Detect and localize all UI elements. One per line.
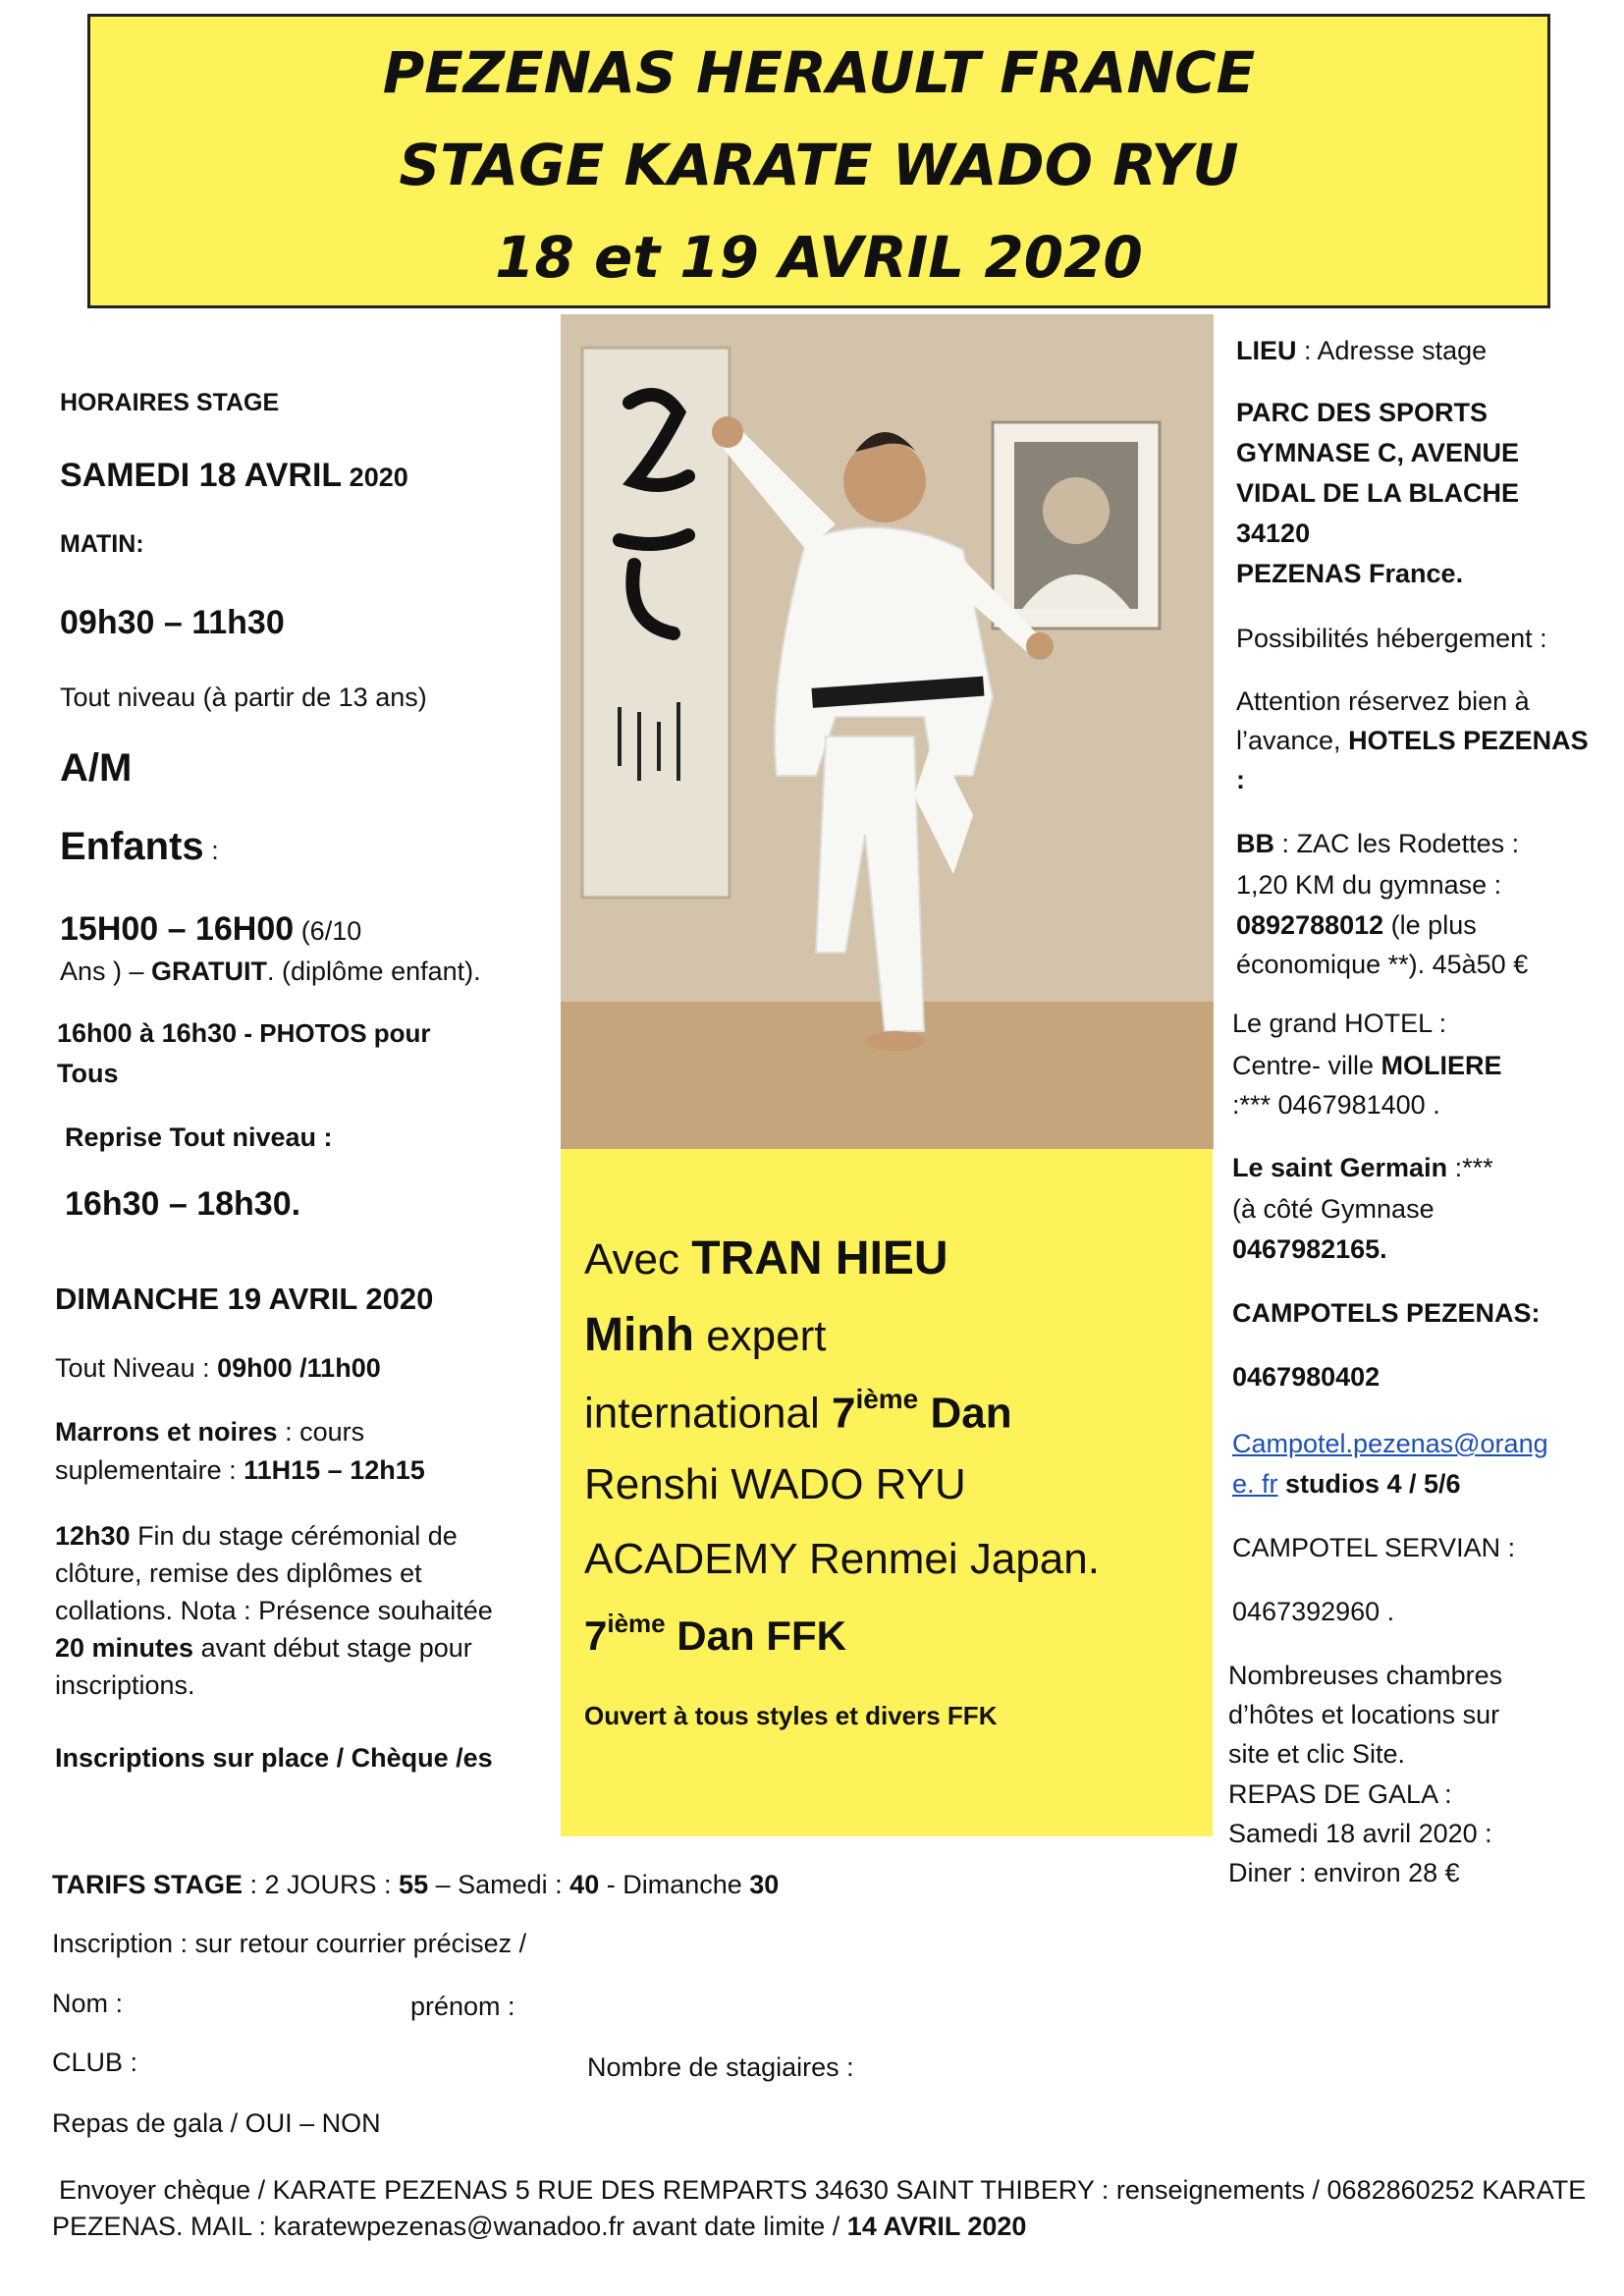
address-line-1: PARC DES SPORTS <box>1236 398 1489 427</box>
bb-line-4: économique **). 45à50 € <box>1236 950 1529 979</box>
title-line-3: 18 et 19 AVRIL 2020 <box>495 224 1143 291</box>
servian-heading: CAMPOTEL SERVIAN : <box>1232 1533 1516 1562</box>
instructor-name-a: TRAN HIEU <box>691 1232 948 1285</box>
avec-text: Avec <box>584 1235 692 1284</box>
dan-text: Dan <box>918 1389 1012 1438</box>
address-line-3: VIDAL DE LA BLACHE <box>1236 478 1520 508</box>
address-line-5: PEZENAS France. <box>1236 559 1464 588</box>
am-label: A/M <box>60 746 133 790</box>
enfants-ages: (6/10 <box>294 916 362 946</box>
tarifs-samedi: – Samedi : <box>428 1870 570 1899</box>
inscriptions-text: Inscriptions sur place / Chèque /es <box>55 1743 493 1773</box>
bb-line-3 <box>1236 908 1477 942</box>
grand-hotel-line-3: :*** 0467981400 . <box>1232 1090 1440 1120</box>
attention-line-3: : <box>1236 765 1245 794</box>
envoyer-mail: PEZENAS. MAIL : karatewpezenas@wanadoo.fr avant date limite / <box>52 2212 847 2241</box>
lieu-line <box>1236 334 1487 367</box>
bb-plus: (le plus <box>1383 910 1477 940</box>
tarifs-dimanche: - Dimanche <box>599 1870 750 1899</box>
renshi-line: Renshi WADO RYU <box>584 1460 966 1508</box>
address-line-4: 34120 <box>1236 519 1311 548</box>
club-field: CLUB : <box>52 2048 138 2077</box>
ffk-line <box>584 1607 846 1658</box>
marrons-line-1 <box>55 1415 364 1449</box>
marrons-label: Marrons et noires <box>55 1417 278 1447</box>
international-text: international <box>584 1389 832 1438</box>
dan-sup: ième <box>855 1384 919 1414</box>
enfants-heading <box>60 823 219 870</box>
lieu-adresse: : Adresse stage <box>1296 336 1488 365</box>
enfants-time: 15H00 – 16H00 <box>60 910 295 948</box>
campotels-heading: CAMPOTELS PEZENAS: <box>1232 1298 1541 1328</box>
lieu-label: LIEU <box>1236 336 1297 365</box>
tarifs-30: 30 <box>749 1870 780 1899</box>
fin-time: 12h30 <box>55 1521 131 1551</box>
attention-line-1: Attention réservez bien à <box>1236 686 1530 716</box>
photos-label: - PHOTOS pour <box>237 1018 431 1048</box>
attention-line-2 <box>1236 724 1589 757</box>
enfants-detail-line <box>60 955 481 988</box>
prenom-field: prénom : <box>410 1992 515 2021</box>
matin-label: MATIN: <box>60 530 144 558</box>
date-limite: 14 AVRIL 2020 <box>846 2212 1027 2241</box>
germain-stars: :*** <box>1447 1153 1493 1182</box>
envoyer-line-2 <box>52 2210 1026 2243</box>
studios-text: studios 4 / 5/6 <box>1277 1469 1461 1499</box>
dimanche-niveau-time: 09h00 /11h00 <box>217 1353 381 1383</box>
campotels-phone: 0467980402 <box>1232 1362 1380 1392</box>
tout-niveau-text: Tout niveau (à partir de 13 ans) <box>60 683 427 712</box>
moliere: MOLIERE <box>1380 1051 1502 1080</box>
chambres-line-3: site et clic Site. <box>1228 1739 1406 1769</box>
ffk-sup: ième <box>607 1609 666 1638</box>
dimanche-niveau-label: Tout Niveau : <box>55 1353 218 1383</box>
repas-gala-heading: REPAS DE GALA : <box>1228 1779 1452 1809</box>
centre-ville: Centre- ville <box>1232 1051 1381 1080</box>
horaires-heading: HORAIRES STAGE <box>60 389 280 416</box>
hebergement-heading: Possibilités hébergement : <box>1236 624 1547 653</box>
germain-phone: 0467982165. <box>1232 1234 1387 1264</box>
photos-tous: Tous <box>57 1059 119 1088</box>
ouvert-text: Ouvert à tous styles et divers FFK <box>584 1701 998 1730</box>
enfants-ans: Ans ) – <box>60 957 152 986</box>
campotel-email-1[interactable]: Campotel.pezenas@orang <box>1232 1429 1548 1458</box>
fin-line-4 <box>55 1631 472 1665</box>
fin-line-2: clôture, remise des diplômes et <box>55 1558 422 1588</box>
enfants-colon: : <box>203 836 219 865</box>
attention-avance: l’avance, <box>1236 726 1349 755</box>
grand-hotel-line-2 <box>1232 1049 1502 1082</box>
dan-number: 7 <box>831 1389 856 1438</box>
academy-line: ACADEMY Renmei Japan. <box>584 1535 1100 1583</box>
chambres-line-2: d’hôtes et locations sur <box>1228 1700 1500 1729</box>
germain-line-2: (à côté Gymnase <box>1232 1194 1435 1224</box>
gratuit-text: GRATUIT <box>151 957 268 986</box>
instructor-line-1 <box>584 1230 948 1288</box>
nom-field: Nom : <box>52 1989 124 2018</box>
germain-label: Le saint Germain <box>1232 1153 1448 1182</box>
address-line-2: GYMNASE C, AVENUE <box>1236 438 1520 467</box>
tarifs-40: 40 <box>569 1870 600 1899</box>
fin-line-5: inscriptions. <box>55 1670 195 1700</box>
campotel-email-line-2 <box>1232 1467 1461 1501</box>
ffk-text: Dan FFK <box>665 1613 846 1660</box>
bb-line-1 <box>1236 827 1519 860</box>
reprise-time: 16h30 – 18h30. <box>65 1185 301 1223</box>
title-line-1: PEZENAS HERAULT FRANCE <box>382 39 1256 106</box>
servian-phone: 0467392960 . <box>1232 1597 1395 1626</box>
fin-text: Fin du stage cérémonial de <box>130 1521 458 1551</box>
instructor-line-3 <box>584 1383 1012 1442</box>
title-line-2: STAGE KARATE WADO RYU <box>399 132 1239 198</box>
expert-text: expert <box>693 1312 827 1360</box>
repas-gala-choice: Repas de gala / OUI – NON <box>52 2108 381 2138</box>
fin-avant: avant début stage pour <box>193 1633 472 1663</box>
marrons-time: 11H15 – 12h15 <box>244 1455 425 1485</box>
chambres-line-1: Nombreuses chambres <box>1228 1661 1503 1690</box>
tarifs-jours: : 2 JOURS : <box>243 1870 400 1899</box>
enfants-time-line <box>60 908 361 950</box>
samedi-year: 2020 <box>342 463 408 492</box>
dimanche-niveau-line <box>55 1351 381 1385</box>
karateka-photo <box>561 314 1214 1149</box>
diplome-enfant-text: . (diplôme enfant). <box>267 957 481 986</box>
grand-hotel-line-1: Le grand HOTEL : <box>1232 1009 1447 1038</box>
samedi-date: SAMEDI 18 AVRIL <box>60 457 343 494</box>
marrons-cours: : cours <box>277 1417 365 1447</box>
karateka-photo-illustration <box>561 314 1214 1149</box>
instructor-line-2 <box>584 1306 826 1365</box>
title-banner <box>87 14 1550 308</box>
photos-time: 16h00 à 16h30 <box>57 1018 238 1048</box>
repas-gala-price: Diner : environ 28 € <box>1228 1858 1460 1887</box>
tarifs-55: 55 <box>399 1870 429 1899</box>
repas-gala-date: Samedi 18 avril 2020 : <box>1228 1819 1492 1848</box>
photos-line <box>57 1016 431 1050</box>
fin-line-1 <box>55 1519 458 1553</box>
bb-line-2: 1,20 KM du gymnase : <box>1236 870 1502 900</box>
campotel-email-2[interactable]: e. fr <box>1232 1469 1278 1499</box>
enfants-label: Enfants <box>60 825 204 868</box>
bb-phone: 0892788012 <box>1236 910 1384 940</box>
ffk-number: 7 <box>584 1613 608 1660</box>
fin-line-3: collations. Nota : Présence souhaitée <box>55 1596 493 1625</box>
samedi-heading <box>60 455 408 496</box>
fin-minutes: 20 minutes <box>55 1633 194 1663</box>
dimanche-heading: DIMANCHE 19 AVRIL 2020 <box>55 1282 434 1316</box>
inscription-line: Inscription : sur retour courrier précisez / <box>52 1929 527 1958</box>
marrons-line-2 <box>55 1453 425 1487</box>
reprise-label: Reprise Tout niveau : <box>65 1122 333 1152</box>
bb-label: BB <box>1236 829 1274 858</box>
matin-time: 09h30 – 11h30 <box>60 604 285 641</box>
instructor-name-b: Minh <box>584 1309 694 1361</box>
hotels-pezenas: HOTELS PEZENAS <box>1348 726 1589 755</box>
marrons-supp: suplementaire : <box>55 1455 244 1485</box>
instructor-box <box>561 1149 1213 1836</box>
germain-line-1 <box>1232 1151 1493 1184</box>
bb-address: : ZAC les Rodettes : <box>1274 829 1520 858</box>
tarifs-line <box>52 1868 779 1901</box>
envoyer-line-1: Envoyer chèque / KARATE PEZENAS 5 RUE DES REMPARTS 34630 SAINT THIBERY : renseignements / 0682860252 KARATE <box>59 2175 1587 2205</box>
nombre-stagiaires-field: Nombre de stagiaires : <box>587 2052 854 2082</box>
tarifs-label: TARIFS STAGE <box>52 1870 243 1899</box>
